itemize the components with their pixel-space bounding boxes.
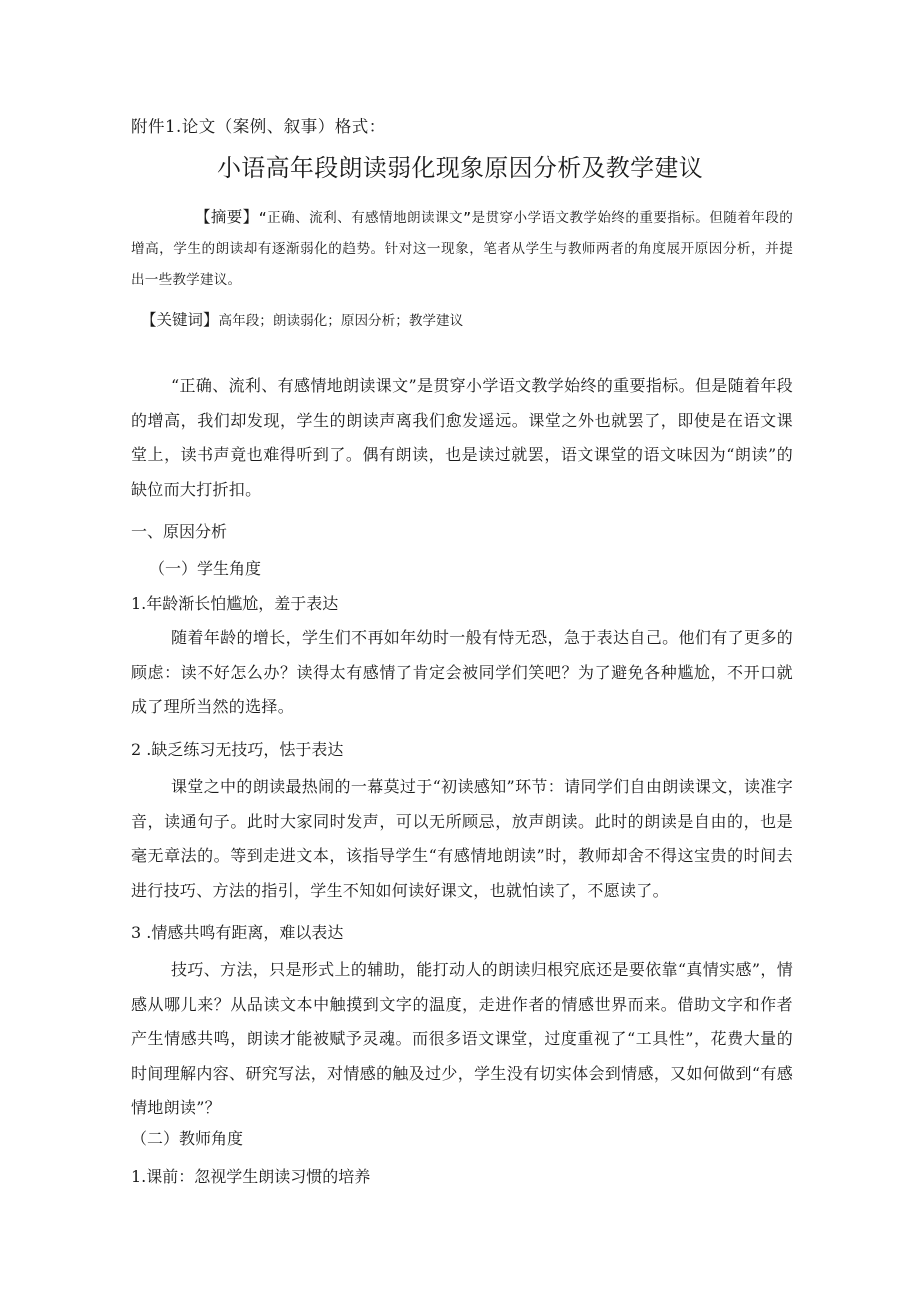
section-heading-reasons: 一、原因分析 [131,522,228,541]
item-paragraph-3: 技巧、方法，只是形式上的辅助，能打动人的朗读归根究底还是要依靠“真情实感”，情感从哪儿来？从品读文本中触摸到文字的温度，走进作者的情感世界而来。借助文字和作者产生情感共鸣，朗读才能被赋予灵魂。而很多语文课堂，过度重视了“工具性”，花费大量的时间理解内容、研究写法，对情感的触及过少，学生没有切实体会到情感，又如何做到“有感情地朗读”？ [131,960,793,1117]
abstract-text: “正确、流利、有感情地朗读课文”是贯穿小学语文教学始终的重要指标。但随着年段的增高，学生的朗读却有逐渐弱化的趋势。针对这一现象，笔者从学生与教师两者的角度展开原因分析，并提出一些教学建议。 [131,210,793,288]
abstract-label: 【摘要】 [195,208,259,226]
keywords-label: 【关键词】 [141,311,219,329]
item-title-2: 2 .缺乏练习无技巧，怯于表达 [131,740,344,759]
paper-title: 小语高年段朗读弱化现象原因分析及教学建议 [217,154,703,182]
item-title-3: 3 .情感共鸣有距离，难以表达 [131,923,344,942]
keywords [141,310,463,331]
intro-paragraph: “正确、流利、有感情地朗读课文”是贯穿小学语文教学始终的重要指标。但是随着年段的增高，我们却发现，学生的朗读声离我们愈发遥远。课堂之外也就罢了，即使是在语文课堂上，读书声竟也难得听到了。偶有朗读，也是读过就罢，语文课堂的语文味因为“朗读”的缺位而大打折扣。 [131,376,793,499]
item-paragraph-1: 随着年龄的增长，学生们不再如年幼时一般有恃无恐，急于表达自己。他们有了更多的顾虑：读不好怎么办？读得太有感情了肯定会被同学们笑吧？为了避免各种尴尬，不开口就成了理所当然的选择。 [131,628,793,716]
teacher-item-title-1: 1.课前：忽视学生朗读习惯的培养 [131,1167,371,1186]
abstract [131,202,793,296]
keywords-text: 高年段；朗读弱化；原因分析；教学建议 [218,313,464,329]
subsection-heading-teacher: （二）教师角度 [131,1129,244,1148]
subsection-heading-student: （一）学生角度 [149,559,262,578]
item-title-1: 1.年龄渐长怕尴尬，羞于表达 [131,594,339,613]
attachment-label: 附件1.论文（案例、叙事）格式： [131,117,386,136]
item-paragraph-2: 课堂之中的朗读最热闹的一幕莫过于“初读感知”环节：请同学们自由朗读课文，读准字音，读通句子。此时大家同时发声，可以无所顾忌，放声朗读。此时的朗读是自由的，也是毫无章法的。等到走进文本，该指导学生“有感情地朗读”时，教师却舍不得这宝贵的时间去进行技巧、方法的指引，学生不知如何读好课文，也就怕读了，不愿读了。 [131,777,793,900]
